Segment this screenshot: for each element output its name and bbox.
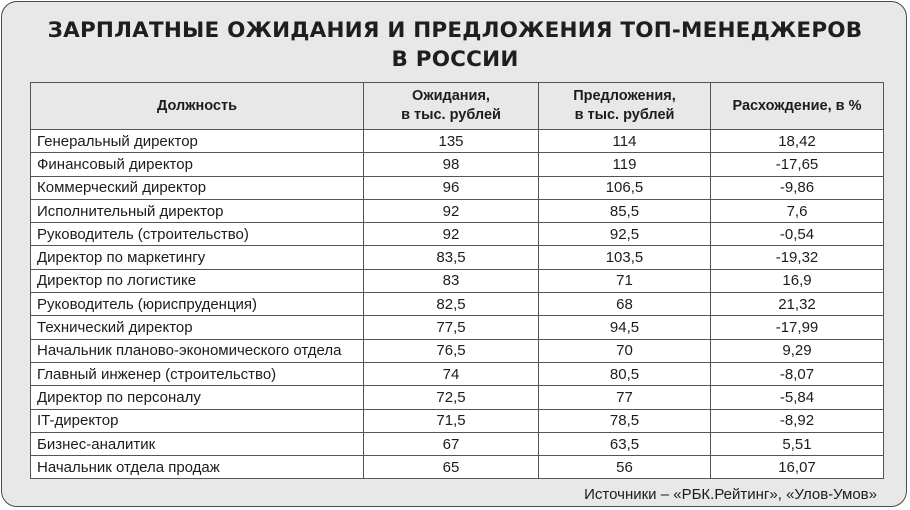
cell-position: Директор по логистике	[31, 269, 364, 292]
cell-position: Руководитель (строительство)	[31, 223, 364, 246]
cell-difference: 21,32	[711, 293, 884, 316]
cell-position: Начальник планово-экономического отдела	[31, 339, 364, 362]
cell-position: IT-директор	[31, 409, 364, 432]
cell-position: Начальник отдела продаж	[31, 456, 364, 479]
cell-expectations: 92	[364, 199, 539, 222]
table-row	[31, 409, 884, 432]
cell-difference: -8,92	[711, 409, 884, 432]
cell-offers: 85,5	[539, 199, 711, 222]
header-offers-line2: в тыс. рублей	[574, 107, 675, 123]
cell-position: Генеральный директор	[31, 130, 364, 153]
cell-difference: -0,54	[711, 223, 884, 246]
table-row	[31, 456, 884, 479]
cell-difference: 18,42	[711, 130, 884, 153]
cell-expectations: 135	[364, 130, 539, 153]
table-row	[31, 176, 884, 199]
chart-title	[2, 16, 907, 74]
cell-difference: 7,6	[711, 199, 884, 222]
table-row	[31, 362, 884, 385]
cell-position: Директор по персоналу	[31, 386, 364, 409]
table-row	[31, 246, 884, 269]
table-body	[31, 130, 884, 479]
cell-expectations: 74	[364, 362, 539, 385]
table-row	[31, 386, 884, 409]
table-row	[31, 130, 884, 153]
header-offers-line1: Предложения,	[573, 88, 676, 104]
cell-difference: -5,84	[711, 386, 884, 409]
table-row	[31, 339, 884, 362]
cell-expectations: 96	[364, 176, 539, 199]
header-difference-label: Расхождение, в %	[732, 97, 862, 114]
cell-offers: 71	[539, 269, 711, 292]
cell-difference: 9,29	[711, 339, 884, 362]
cell-offers: 94,5	[539, 316, 711, 339]
cell-expectations: 71,5	[364, 409, 539, 432]
cell-difference: -17,65	[711, 153, 884, 176]
cell-position: Руководитель (юриспруденция)	[31, 293, 364, 316]
table-row	[31, 293, 884, 316]
cell-offers: 77	[539, 386, 711, 409]
cell-offers: 106,5	[539, 176, 711, 199]
cell-position: Главный инженер (строительство)	[31, 362, 364, 385]
cell-expectations: 83	[364, 269, 539, 292]
cell-expectations: 67	[364, 432, 539, 455]
cell-position: Коммерческий директор	[31, 176, 364, 199]
cell-difference: 16,07	[711, 456, 884, 479]
cell-expectations: 83,5	[364, 246, 539, 269]
cell-offers: 68	[539, 293, 711, 316]
cell-offers: 80,5	[539, 362, 711, 385]
cell-position: Финансовый директор	[31, 153, 364, 176]
cell-difference: -19,32	[711, 246, 884, 269]
cell-difference: -8,07	[711, 362, 884, 385]
table-row	[31, 199, 884, 222]
cell-difference: 5,51	[711, 432, 884, 455]
table-row	[31, 269, 884, 292]
cell-expectations: 92	[364, 223, 539, 246]
cell-difference: -9,86	[711, 176, 884, 199]
cell-expectations: 98	[364, 153, 539, 176]
cell-offers: 56	[539, 456, 711, 479]
cell-offers: 70	[539, 339, 711, 362]
cell-offers: 78,5	[539, 409, 711, 432]
cell-offers: 103,5	[539, 246, 711, 269]
header-position-label: Должность	[157, 97, 237, 114]
table-row	[31, 223, 884, 246]
cell-position: Бизнес-аналитик	[31, 432, 364, 455]
cell-offers: 114	[539, 130, 711, 153]
header-position	[31, 83, 364, 130]
source-note: Источники – «РБК.Рейтинг», «Улов-Умов»	[584, 486, 877, 503]
header-expectations	[364, 83, 539, 130]
cell-expectations: 76,5	[364, 339, 539, 362]
cell-offers: 92,5	[539, 223, 711, 246]
header-expectations-line2: в тыс. рублей	[401, 107, 501, 123]
cell-offers: 119	[539, 153, 711, 176]
cell-difference: 16,9	[711, 269, 884, 292]
cell-position: Технический директор	[31, 316, 364, 339]
header-row	[31, 83, 884, 130]
cell-position: Директор по маркетингу	[31, 246, 364, 269]
header-expectations-line1: Ожидания,	[412, 88, 490, 104]
header-difference	[711, 83, 884, 130]
cell-expectations: 77,5	[364, 316, 539, 339]
infographic-card	[1, 1, 907, 507]
cell-expectations: 65	[364, 456, 539, 479]
cell-offers: 63,5	[539, 432, 711, 455]
cell-expectations: 72,5	[364, 386, 539, 409]
table-row	[31, 153, 884, 176]
table-row	[31, 432, 884, 455]
header-offers	[539, 83, 711, 130]
cell-expectations: 82,5	[364, 293, 539, 316]
cell-difference: -17,99	[711, 316, 884, 339]
title-line-1: ЗАРПЛАТНЫЕ ОЖИДАНИЯ И ПРЕДЛОЖЕНИЯ ТОП-МЕНЕДЖЕРОВ	[47, 18, 863, 43]
table-row	[31, 316, 884, 339]
salary-table	[30, 82, 884, 479]
title-line-2: В РОССИИ	[391, 47, 519, 72]
cell-position: Исполнительный директор	[31, 199, 364, 222]
